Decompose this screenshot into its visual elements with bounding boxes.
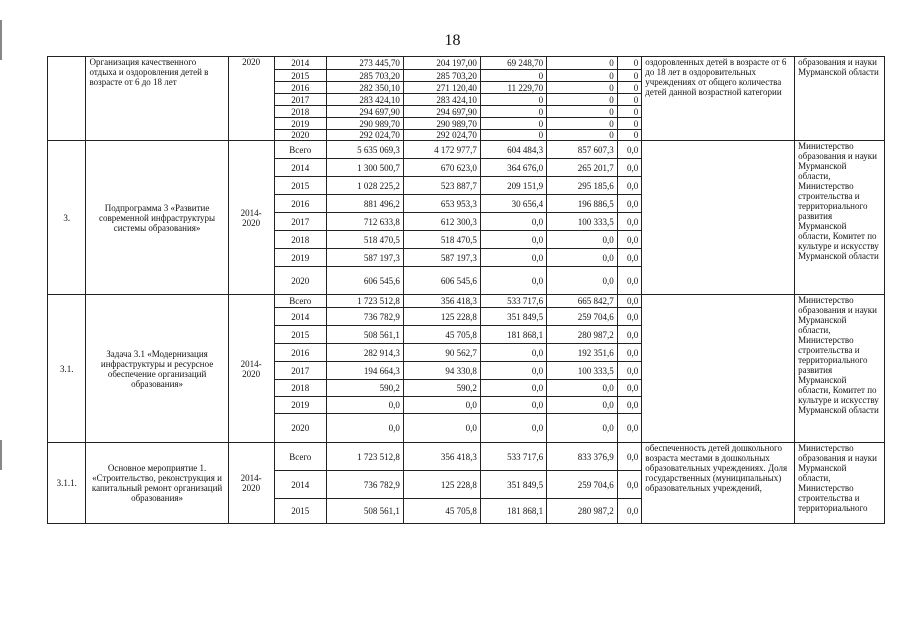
other-cell: 0,0 — [617, 471, 642, 499]
row-period: 2014-2020 — [228, 141, 274, 295]
federal-cell: 0 — [480, 106, 546, 118]
responsible-cell: Министерство образования и науки Мурманской области, Министерство строительства и территориального развития Мурманской области, Комитет по культуре и искусству Мурманской области — [795, 295, 885, 443]
federal-cell: 11 229,70 — [480, 82, 546, 94]
other-cell: 0,0 — [617, 267, 642, 295]
table-row — [48, 295, 885, 308]
total-cell: 282 914,3 — [326, 344, 403, 362]
year-cell: 2020 — [274, 130, 326, 141]
total-cell: 587 197,3 — [326, 249, 403, 267]
federal-cell: 0,0 — [480, 397, 546, 414]
other-cell: 0 — [617, 106, 642, 118]
year-cell: 2016 — [274, 344, 326, 362]
other-cell: 0 — [617, 94, 642, 106]
regional-cell: 285 703,20 — [403, 70, 480, 82]
other-cell: 0,0 — [617, 141, 642, 159]
federal-cell: 351 849,5 — [480, 471, 546, 499]
row-number: 3.1. — [48, 295, 86, 443]
year-cell: Всего — [274, 141, 326, 159]
year-cell: 2019 — [274, 249, 326, 267]
regional-cell: 590,2 — [403, 380, 480, 397]
local-cell: 259 704,6 — [547, 471, 618, 499]
federal-cell: 351 849,5 — [480, 308, 546, 326]
other-cell: 0,0 — [617, 380, 642, 397]
year-cell: 2015 — [274, 70, 326, 82]
row-number — [48, 57, 86, 141]
row-period: 2014-2020 — [228, 443, 274, 524]
responsible-cell: Министерство образования и науки Мурманской области, Министерство строительства и территориального развития Мурманской области, Комитет по культуре и искусству Мурманской области — [795, 141, 885, 295]
federal-cell: 69 248,70 — [480, 57, 546, 70]
local-cell: 0 — [547, 106, 618, 118]
other-cell: 0 — [617, 130, 642, 141]
page-number: 18 — [444, 32, 461, 49]
total-cell: 712 633,8 — [326, 213, 403, 231]
federal-cell: 0 — [480, 130, 546, 141]
other-cell: 0,0 — [617, 414, 642, 443]
other-cell: 0,0 — [617, 213, 642, 231]
row-name: Основное мероприятие 1. «Строительство, реконструкция и капитальный ремонт организаций образования» — [86, 443, 228, 524]
row-name: Задача 3.1 «Модернизация инфраструктуры и ресурсное обеспечение организаций образования» — [86, 295, 228, 443]
local-cell: 0 — [547, 70, 618, 82]
table-row — [48, 57, 885, 70]
federal-cell: 0 — [480, 94, 546, 106]
local-cell: 265 201,7 — [547, 159, 618, 177]
other-cell: 0,0 — [617, 195, 642, 213]
regional-cell: 0,0 — [403, 414, 480, 443]
other-cell: 0,0 — [617, 231, 642, 249]
total-cell: 1 723 512,8 — [326, 295, 403, 308]
local-cell: 280 987,2 — [547, 499, 618, 524]
total-cell: 508 561,1 — [326, 326, 403, 344]
local-cell: 196 886,5 — [547, 195, 618, 213]
other-cell: 0,0 — [617, 397, 642, 414]
federal-cell: 364 676,0 — [480, 159, 546, 177]
total-cell: 518 470,5 — [326, 231, 403, 249]
regional-cell: 45 705,8 — [403, 499, 480, 524]
local-cell: 0 — [547, 57, 618, 70]
federal-cell: 209 151,9 — [480, 177, 546, 195]
regional-cell: 518 470,5 — [403, 231, 480, 249]
regional-cell: 90 562,7 — [403, 344, 480, 362]
other-cell: 0 — [617, 70, 642, 82]
local-cell: 833 376,9 — [547, 443, 618, 471]
local-cell: 665 842,7 — [547, 295, 618, 308]
local-cell: 857 607,3 — [547, 141, 618, 159]
year-cell: 2016 — [274, 195, 326, 213]
regional-cell: 283 424,10 — [403, 94, 480, 106]
year-cell: 2014 — [274, 471, 326, 499]
scan-edge-mark — [0, 440, 2, 470]
year-cell: 2015 — [274, 177, 326, 195]
other-cell: 0,0 — [617, 295, 642, 308]
responsible-cell: образования и науки Мурманской области — [795, 57, 885, 141]
row-number: 3.1.1. — [48, 443, 86, 524]
total-cell: 736 782,9 — [326, 308, 403, 326]
other-cell: 0,0 — [617, 362, 642, 380]
local-cell: 192 351,6 — [547, 344, 618, 362]
federal-cell: 533 717,6 — [480, 295, 546, 308]
local-cell: 280 987,2 — [547, 326, 618, 344]
total-cell: 290 989,70 — [326, 118, 403, 130]
total-cell: 282 350,10 — [326, 82, 403, 94]
program-table — [47, 56, 885, 524]
other-cell: 0 — [617, 57, 642, 70]
total-cell: 294 697,90 — [326, 106, 403, 118]
year-cell: 2018 — [274, 380, 326, 397]
total-cell: 285 703,20 — [326, 70, 403, 82]
other-cell: 0 — [617, 82, 642, 94]
federal-cell: 181 868,1 — [480, 499, 546, 524]
local-cell: 0,0 — [547, 397, 618, 414]
year-cell: 2017 — [274, 362, 326, 380]
other-cell: 0,0 — [617, 344, 642, 362]
row-name: Подпрограмма 3 «Развитие современной инфраструктуры системы образования» — [86, 141, 228, 295]
local-cell: 100 333,5 — [547, 213, 618, 231]
federal-cell: 0,0 — [480, 414, 546, 443]
local-cell: 0,0 — [547, 267, 618, 295]
federal-cell: 0,0 — [480, 344, 546, 362]
regional-cell: 290 989,70 — [403, 118, 480, 130]
table-row — [48, 141, 885, 159]
federal-cell: 0,0 — [480, 362, 546, 380]
year-cell: 2018 — [274, 231, 326, 249]
total-cell: 283 424,10 — [326, 94, 403, 106]
regional-cell: 670 623,0 — [403, 159, 480, 177]
other-cell: 0,0 — [617, 249, 642, 267]
regional-cell: 587 197,3 — [403, 249, 480, 267]
federal-cell: 0,0 — [480, 231, 546, 249]
federal-cell: 0,0 — [480, 249, 546, 267]
other-cell: 0,0 — [617, 159, 642, 177]
regional-cell: 612 300,3 — [403, 213, 480, 231]
year-cell: 2014 — [274, 159, 326, 177]
year-cell: 2015 — [274, 499, 326, 524]
other-cell: 0,0 — [617, 326, 642, 344]
indicator-cell: обеспеченность детей дошкольного возраста местами в дошкольных образовательных учреждениях. Доля государственных (муниципальных) образовательных учреждений, — [642, 443, 795, 524]
local-cell: 0,0 — [547, 249, 618, 267]
regional-cell: 294 697,90 — [403, 106, 480, 118]
local-cell: 0 — [547, 118, 618, 130]
regional-cell: 356 418,3 — [403, 295, 480, 308]
federal-cell: 30 656,4 — [480, 195, 546, 213]
indicator-cell — [642, 295, 795, 443]
regional-cell: 292 024,70 — [403, 130, 480, 141]
year-cell: Всего — [274, 443, 326, 471]
regional-cell: 653 953,3 — [403, 195, 480, 213]
table-row — [48, 443, 885, 471]
other-cell: 0,0 — [617, 443, 642, 471]
regional-cell: 0,0 — [403, 397, 480, 414]
federal-cell: 533 717,6 — [480, 443, 546, 471]
year-cell: 2014 — [274, 57, 326, 70]
total-cell: 194 664,3 — [326, 362, 403, 380]
year-cell: 2019 — [274, 118, 326, 130]
local-cell: 295 185,6 — [547, 177, 618, 195]
other-cell: 0 — [617, 118, 642, 130]
local-cell: 0 — [547, 94, 618, 106]
year-cell: 2017 — [274, 213, 326, 231]
year-cell: Всего — [274, 295, 326, 308]
year-cell: 2019 — [274, 397, 326, 414]
year-cell: 2020 — [274, 414, 326, 443]
regional-cell: 125 228,8 — [403, 308, 480, 326]
total-cell: 508 561,1 — [326, 499, 403, 524]
federal-cell: 0,0 — [480, 380, 546, 397]
federal-cell: 0 — [480, 118, 546, 130]
regional-cell: 271 120,40 — [403, 82, 480, 94]
local-cell: 100 333,5 — [547, 362, 618, 380]
regional-cell: 4 172 977,7 — [403, 141, 480, 159]
year-cell: 2018 — [274, 106, 326, 118]
total-cell: 606 545,6 — [326, 267, 403, 295]
year-cell: 2016 — [274, 82, 326, 94]
federal-cell: 0,0 — [480, 213, 546, 231]
regional-cell: 45 705,8 — [403, 326, 480, 344]
other-cell: 0,0 — [617, 177, 642, 195]
local-cell: 0 — [547, 130, 618, 141]
regional-cell: 125 228,8 — [403, 471, 480, 499]
year-cell: 2014 — [274, 308, 326, 326]
local-cell: 0,0 — [547, 231, 618, 249]
other-cell: 0,0 — [617, 308, 642, 326]
responsible-cell: Министерство образования и науки Мурманской области, Министерство строительства и территориального — [795, 443, 885, 524]
federal-cell: 0 — [480, 70, 546, 82]
local-cell: 0,0 — [547, 414, 618, 443]
row-period: 2014-2020 — [228, 295, 274, 443]
year-cell: 2017 — [274, 94, 326, 106]
total-cell: 1 723 512,8 — [326, 443, 403, 471]
local-cell: 259 704,6 — [547, 308, 618, 326]
row-number: 3. — [48, 141, 86, 295]
total-cell: 1 300 500,7 — [326, 159, 403, 177]
total-cell: 590,2 — [326, 380, 403, 397]
year-cell: 2015 — [274, 326, 326, 344]
year-cell: 2020 — [274, 267, 326, 295]
regional-cell: 606 545,6 — [403, 267, 480, 295]
federal-cell: 181 868,1 — [480, 326, 546, 344]
local-cell: 0 — [547, 82, 618, 94]
regional-cell: 204 197,00 — [403, 57, 480, 70]
other-cell: 0,0 — [617, 499, 642, 524]
local-cell: 0,0 — [547, 380, 618, 397]
total-cell: 273 445,70 — [326, 57, 403, 70]
row-name: Организация качественного отдыха и оздоровления детей в возрасте от 6 до 18 лет — [86, 57, 228, 141]
regional-cell: 523 887,7 — [403, 177, 480, 195]
total-cell: 1 028 225,2 — [326, 177, 403, 195]
total-cell: 0,0 — [326, 397, 403, 414]
regional-cell: 356 418,3 — [403, 443, 480, 471]
federal-cell: 604 484,3 — [480, 141, 546, 159]
total-cell: 292 024,70 — [326, 130, 403, 141]
total-cell: 0,0 — [326, 414, 403, 443]
indicator-cell: оздоровленных детей в возрасте от 6 до 18 лет в оздоровительных учреждениях от общего количества детей данной возрастной категории — [642, 57, 795, 141]
total-cell: 736 782,9 — [326, 471, 403, 499]
indicator-cell — [642, 141, 795, 295]
total-cell: 881 496,2 — [326, 195, 403, 213]
federal-cell: 0,0 — [480, 267, 546, 295]
total-cell: 5 635 069,3 — [326, 141, 403, 159]
regional-cell: 94 330,8 — [403, 362, 480, 380]
row-period: 2020 — [228, 57, 274, 141]
